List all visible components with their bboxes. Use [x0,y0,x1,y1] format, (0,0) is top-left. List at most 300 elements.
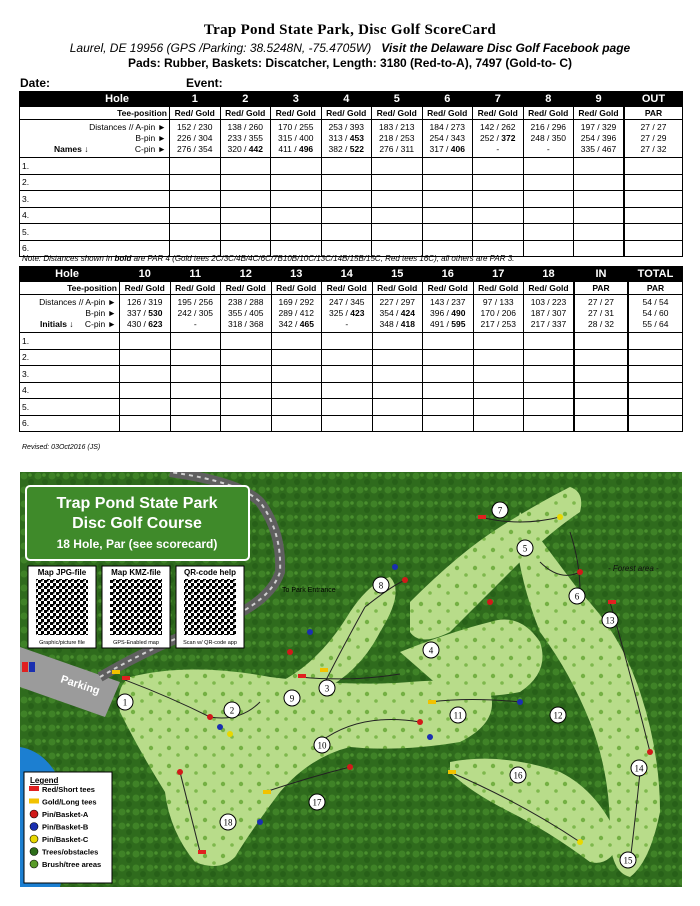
par-cell [624,120,683,158]
distance-value: 411 / 496 [278,144,314,154]
distance-cell [473,295,524,333]
distance-cell [372,120,423,158]
score-cell[interactable] [120,349,171,366]
score-cell[interactable] [372,366,423,383]
column-label: Initials ↓ [40,319,74,329]
score-cell[interactable] [524,333,575,350]
hole-marker-number: 9 [289,693,295,704]
distance-cell [473,120,524,158]
entrance-label [282,587,336,594]
distance-cell [372,295,423,333]
tee-header: Red/ Gold [221,282,272,295]
player-row [20,158,683,175]
distance-value: 218 / 253 [379,133,415,143]
total-cell[interactable] [624,174,683,191]
distance-value: 289 / 412 [278,308,314,318]
total-cell[interactable] [574,349,628,366]
score-cell[interactable] [322,349,373,366]
score-cell[interactable] [120,399,171,416]
tee-position-label: Tee-position [20,282,120,295]
distance-cell [271,120,322,158]
distance-value: - [345,319,349,329]
score-cell[interactable] [523,240,574,257]
player-name-cell[interactable]: 2. [20,174,170,191]
distance-label: C-pin ► [134,144,166,154]
score-cell[interactable] [271,382,322,399]
score-cell[interactable] [170,415,221,432]
score-cell[interactable] [271,333,322,350]
distance-value: 217 / 253 [480,319,516,329]
par-cell [574,295,628,333]
score-cell[interactable] [574,224,625,241]
score-cell[interactable] [120,415,171,432]
hole-marker-number: 6 [574,591,580,602]
hole-number-header: 7 [473,92,524,107]
score-cell[interactable] [523,207,574,224]
hole-marker-number: 10 [317,740,327,751]
distance-value: 170 / 206 [480,308,516,318]
score-cell[interactable] [524,399,575,416]
total-cell[interactable] [628,382,683,399]
hole-number-header: 16 [423,267,474,282]
player-name-cell[interactable]: 1. [20,333,120,350]
distance-value: 313 / 453 [328,133,364,143]
distance-value: 430 / 623 [127,319,163,329]
total-cell[interactable] [624,158,683,175]
score-cell[interactable] [271,174,322,191]
score-cell[interactable] [422,174,473,191]
score-cell[interactable] [221,366,272,383]
distance-label-cell [20,295,120,333]
distance-cell [422,120,473,158]
date-label: Date: [20,76,51,90]
hole-marker-number: 18 [223,817,233,828]
score-cell[interactable] [524,415,575,432]
score-cell[interactable] [322,415,373,432]
score-cell[interactable] [321,207,372,224]
hole-marker-number: 8 [378,580,384,591]
player-name-cell[interactable]: 4. [20,382,120,399]
total-cell[interactable] [624,240,683,257]
distance-cell [170,295,221,333]
score-cell[interactable] [423,366,474,383]
facebook-text: Visit the Delaware Disc Golf Facebook page [381,41,631,55]
score-cell[interactable] [473,415,524,432]
out-header: OUT [624,92,683,107]
hole-number-header: 1 [170,92,221,107]
score-cell[interactable] [170,382,221,399]
back-nine-table [19,266,683,432]
score-cell[interactable] [523,224,574,241]
hole-number-header: 3 [271,92,322,107]
distance-label-cell [20,120,170,158]
player-row [20,349,683,366]
score-cell[interactable] [423,333,474,350]
hole-number-header: 4 [321,92,372,107]
distance-value: 183 / 213 [379,122,415,132]
distance-value: 184 / 273 [429,122,465,132]
score-cell[interactable] [473,158,524,175]
score-cell[interactable] [170,366,221,383]
total-cell[interactable] [628,349,683,366]
tee-header: Red/ Gold [372,282,423,295]
score-cell[interactable] [523,174,574,191]
tee-position-row [20,282,683,295]
score-cell[interactable] [321,224,372,241]
score-cell[interactable] [473,382,524,399]
tee-header: Red/ Gold [220,107,271,120]
total-cell[interactable] [574,415,628,432]
score-cell[interactable] [473,191,524,208]
distance-value: 325 / 423 [329,308,365,318]
player-row [20,224,683,241]
total-cell[interactable] [574,366,628,383]
score-cell[interactable] [220,158,271,175]
hole-number-header: 2 [220,92,271,107]
score-cell[interactable] [422,224,473,241]
qr-jpg[interactable] [28,566,96,648]
score-cell[interactable] [170,158,221,175]
score-cell[interactable] [221,415,272,432]
distance-value: 242 / 305 [177,308,213,318]
distance-value: 97 / 133 [482,297,514,307]
distances-row [20,295,683,333]
distance-value: 197 / 329 [580,122,617,132]
total-cell[interactable] [574,399,628,416]
player-name-cell[interactable]: 1. [20,158,170,175]
score-cell[interactable] [574,158,625,175]
entrance-label-text: To Park Entrance [282,587,336,594]
distance-value: - [546,144,550,154]
distance-value: 348 / 418 [379,319,415,329]
score-cell[interactable] [524,349,575,366]
total-cell[interactable] [628,333,683,350]
score-cell[interactable] [120,366,171,383]
column-label: Names ↓ [54,144,89,154]
distance-cell [271,295,322,333]
score-cell[interactable] [321,174,372,191]
hole-number-header: 14 [322,267,373,282]
qr-kmz-caption: GPS-Enabled map [113,640,159,646]
score-cell[interactable] [422,207,473,224]
score-cell[interactable] [372,224,423,241]
par-value: 27 / 29 [640,133,667,143]
distance-value: 355 / 405 [228,308,264,318]
scorecard-title: Trap Pond State Park, Disc Golf ScoreCard [203,22,497,38]
total-cell[interactable] [624,207,683,224]
distance-cell [322,295,373,333]
player-name-cell[interactable]: 6. [20,240,170,257]
score-cell[interactable] [422,191,473,208]
score-cell[interactable] [170,207,221,224]
score-cell[interactable] [372,382,423,399]
hole-marker-number: 7 [497,505,503,516]
score-cell[interactable] [372,349,423,366]
map-title-line1: Trap Pond State Park [56,495,218,512]
hole-marker-number: 15 [623,855,633,866]
distance-value: 238 / 288 [228,297,264,307]
distance-cell [423,295,474,333]
score-cell[interactable] [271,207,322,224]
score-cell[interactable] [423,415,474,432]
hole-header: Hole [20,267,120,282]
score-cell[interactable] [473,333,524,350]
player-name-cell[interactable]: 5. [20,224,170,241]
distance-value: 152 / 230 [177,122,213,132]
revised-date: Revised: 03Oct2016 (JS) [22,444,101,451]
distance-value: 187 / 307 [530,308,567,318]
player-row [20,382,683,399]
in-header: IN [574,267,628,282]
score-cell[interactable] [422,158,473,175]
hole-marker-number: 2 [229,705,235,716]
tee-header: Red/ Gold [322,282,373,295]
legend-item: Red/Short tees [42,785,95,794]
distance-value: 335 / 467 [580,144,617,154]
par-header: PAR [624,107,683,120]
score-cell[interactable] [322,366,373,383]
hole-number-header: 17 [473,267,524,282]
distance-value: 315 / 400 [278,133,314,143]
course-map-graphic [20,472,682,887]
score-cell[interactable] [574,207,625,224]
score-cell[interactable] [473,399,524,416]
par-header: PAR [574,282,628,295]
total-cell[interactable] [628,399,683,416]
score-cell[interactable] [271,399,322,416]
score-cell[interactable] [372,207,423,224]
total-cell[interactable] [628,366,683,383]
distance-value: 143 / 237 [430,297,466,307]
score-cell[interactable] [322,399,373,416]
distance-value: 252 / 372 [480,133,516,143]
tee-header: Red/ Gold [170,282,221,295]
distance-value: 170 / 255 [278,122,314,132]
score-cell[interactable] [473,174,524,191]
score-cell[interactable] [423,349,474,366]
legend-swatch [29,799,39,804]
score-cell[interactable] [372,399,423,416]
score-cell[interactable] [170,399,221,416]
distance-value: 216 / 296 [530,122,566,132]
legend-swatch [29,786,39,791]
hole-number-header: 12 [221,267,272,282]
score-cell[interactable] [221,399,272,416]
location-line [0,41,700,55]
score-cell[interactable] [271,224,322,241]
hole-number-header: 6 [422,92,473,107]
score-cell[interactable] [271,366,322,383]
total-cell[interactable] [624,191,683,208]
score-cell[interactable] [220,207,271,224]
front-nine-table [19,91,683,257]
tee-header: Red/ Gold [120,282,171,295]
score-cell[interactable] [423,399,474,416]
score-cell[interactable] [220,191,271,208]
player-row [20,399,683,416]
qr-help[interactable] [176,566,244,648]
par-value: 27 / 27 [588,297,614,307]
total-cell[interactable] [574,382,628,399]
distance-label: B-pin ► [85,308,116,318]
score-cell[interactable] [372,333,423,350]
score-cell[interactable] [221,333,272,350]
distance-cell [524,295,575,333]
score-cell[interactable] [574,191,625,208]
score-cell[interactable] [170,191,221,208]
score-cell[interactable] [220,224,271,241]
distance-value: 342 / 465 [278,319,314,329]
distance-label: B-pin ► [135,133,166,143]
score-cell[interactable] [321,158,372,175]
distance-value: 103 / 223 [530,297,567,307]
total-cell[interactable] [624,224,683,241]
qr-kmz-title: Map KMZ-file [111,568,161,577]
tee-header: Red/ Gold [321,107,372,120]
player-name-cell[interactable]: 3. [20,191,170,208]
hole-marker-number: 5 [522,543,528,554]
score-cell[interactable] [170,349,221,366]
score-cell[interactable] [523,191,574,208]
score-cell[interactable] [473,366,524,383]
score-cell[interactable] [170,224,221,241]
hole-number-header: 11 [170,267,221,282]
legend-title: Legend [30,776,59,785]
course-map [20,472,682,887]
score-cell[interactable] [574,240,625,257]
score-cell[interactable] [170,333,221,350]
score-cell[interactable] [473,207,524,224]
score-cell[interactable] [473,349,524,366]
score-cell[interactable] [170,174,221,191]
legend-item: Pin/Basket-B [42,822,89,832]
map-subtitle: 18 Hole, Par (see scorecard) [56,537,218,551]
distance-value: 138 / 260 [227,122,263,132]
distance-value: 276 / 354 [177,144,213,154]
total-cell[interactable] [574,333,628,350]
forest-label: - Forest area - [608,564,659,573]
score-cell[interactable] [221,382,272,399]
map-title-line2: Disc Golf Course [72,515,202,532]
score-cell[interactable] [322,333,373,350]
score-cell[interactable] [524,366,575,383]
parking-label: Parking [59,673,102,698]
hole-marker-number: 17 [312,797,322,808]
score-cell[interactable] [120,333,171,350]
distance-value: 142 / 262 [480,122,516,132]
distance-cell [120,295,171,333]
player-name-cell[interactable]: 2. [20,349,120,366]
score-cell[interactable] [271,349,322,366]
distance-value: 317 / 406 [429,144,465,154]
distance-value: 320 / 442 [227,144,263,154]
distance-value: 396 / 490 [430,308,466,318]
location-text: Laurel, DE 19956 (GPS /Parking: 38.5248N, -75.4705W) [69,41,372,55]
hole-marker-number: 14 [634,763,644,774]
score-cell[interactable] [473,224,524,241]
score-cell[interactable] [220,174,271,191]
legend-item: Pin/Basket-A [42,810,89,819]
distance-value: 126 / 319 [127,297,163,307]
hole-number-header: 8 [523,92,574,107]
tee-header: Red/ Gold [372,107,423,120]
score-cell[interactable] [271,158,322,175]
tee-header: Red/ Gold [422,107,473,120]
par-value: 27 / 32 [640,144,667,154]
tee-header: Red/ Gold [423,282,474,295]
hole-marker-number: 12 [553,710,563,721]
score-cell[interactable] [372,174,423,191]
player-name-cell[interactable]: 5. [20,399,120,416]
qr-kmz[interactable] [102,566,170,648]
legend-swatch [30,810,38,818]
tee-position-row [20,107,683,120]
tee-header: Red/ Gold [524,282,575,295]
distance-value: 195 / 256 [177,297,213,307]
hole-number-header: 13 [271,267,322,282]
distance-value: - [496,144,500,154]
hole-marker-number: 11 [453,710,463,721]
score-cell[interactable] [423,382,474,399]
distance-value: 254 / 343 [429,133,465,143]
tee-header: Red/ Gold [473,107,524,120]
distance-value: 233 / 355 [227,133,263,143]
legend-swatch [30,823,38,831]
distance-value: 382 / 522 [328,144,364,154]
player-name-cell[interactable]: 4. [20,207,170,224]
distance-cell [321,120,372,158]
score-cell[interactable] [523,158,574,175]
score-cell[interactable] [221,349,272,366]
par-value: 27 / 31 [588,308,614,318]
score-cell[interactable] [321,191,372,208]
par-header: PAR [628,282,683,295]
score-cell[interactable] [372,158,423,175]
player-name-cell[interactable]: 3. [20,366,120,383]
distance-value: 354 / 424 [379,308,415,318]
tee-header: Red/ Gold [170,107,221,120]
score-cell[interactable] [322,382,373,399]
distance-cell [221,295,272,333]
player-row [20,174,683,191]
par-note: Note: Distances shown in bold are PAR 4 (Gold tees 2C/3C/4B/4C/6C/7B10B/10C/13C/14B/15B/15C, Red tees 16C), all others are PAR 3. [22,254,515,263]
score-cell[interactable] [271,415,322,432]
total-header: TOTAL [628,267,683,282]
hole-number-header: 18 [524,267,575,282]
distance-cell [574,120,625,158]
par-value: 54 / 60 [642,308,669,318]
par-value: 54 / 54 [642,297,669,307]
qr-help-caption: Scan w/ QR-code app [183,640,237,646]
distance-label: Distances // A-pin ► [89,122,166,132]
score-cell[interactable] [271,191,322,208]
player-name-cell[interactable]: 6. [20,415,120,432]
player-row [20,191,683,208]
legend-item: Trees/obstacles [42,847,99,857]
par-value: 27 / 27 [640,122,667,132]
map-legend [24,772,112,883]
legend-item: Brush/tree areas [42,860,102,869]
score-cell[interactable] [120,382,171,399]
score-cell[interactable] [574,174,625,191]
score-cell[interactable] [524,382,575,399]
score-cell[interactable] [372,191,423,208]
total-cell[interactable] [628,415,683,432]
distance-cell [220,120,271,158]
score-cell[interactable] [372,415,423,432]
hole-header-row [20,92,683,107]
player-row [20,415,683,432]
